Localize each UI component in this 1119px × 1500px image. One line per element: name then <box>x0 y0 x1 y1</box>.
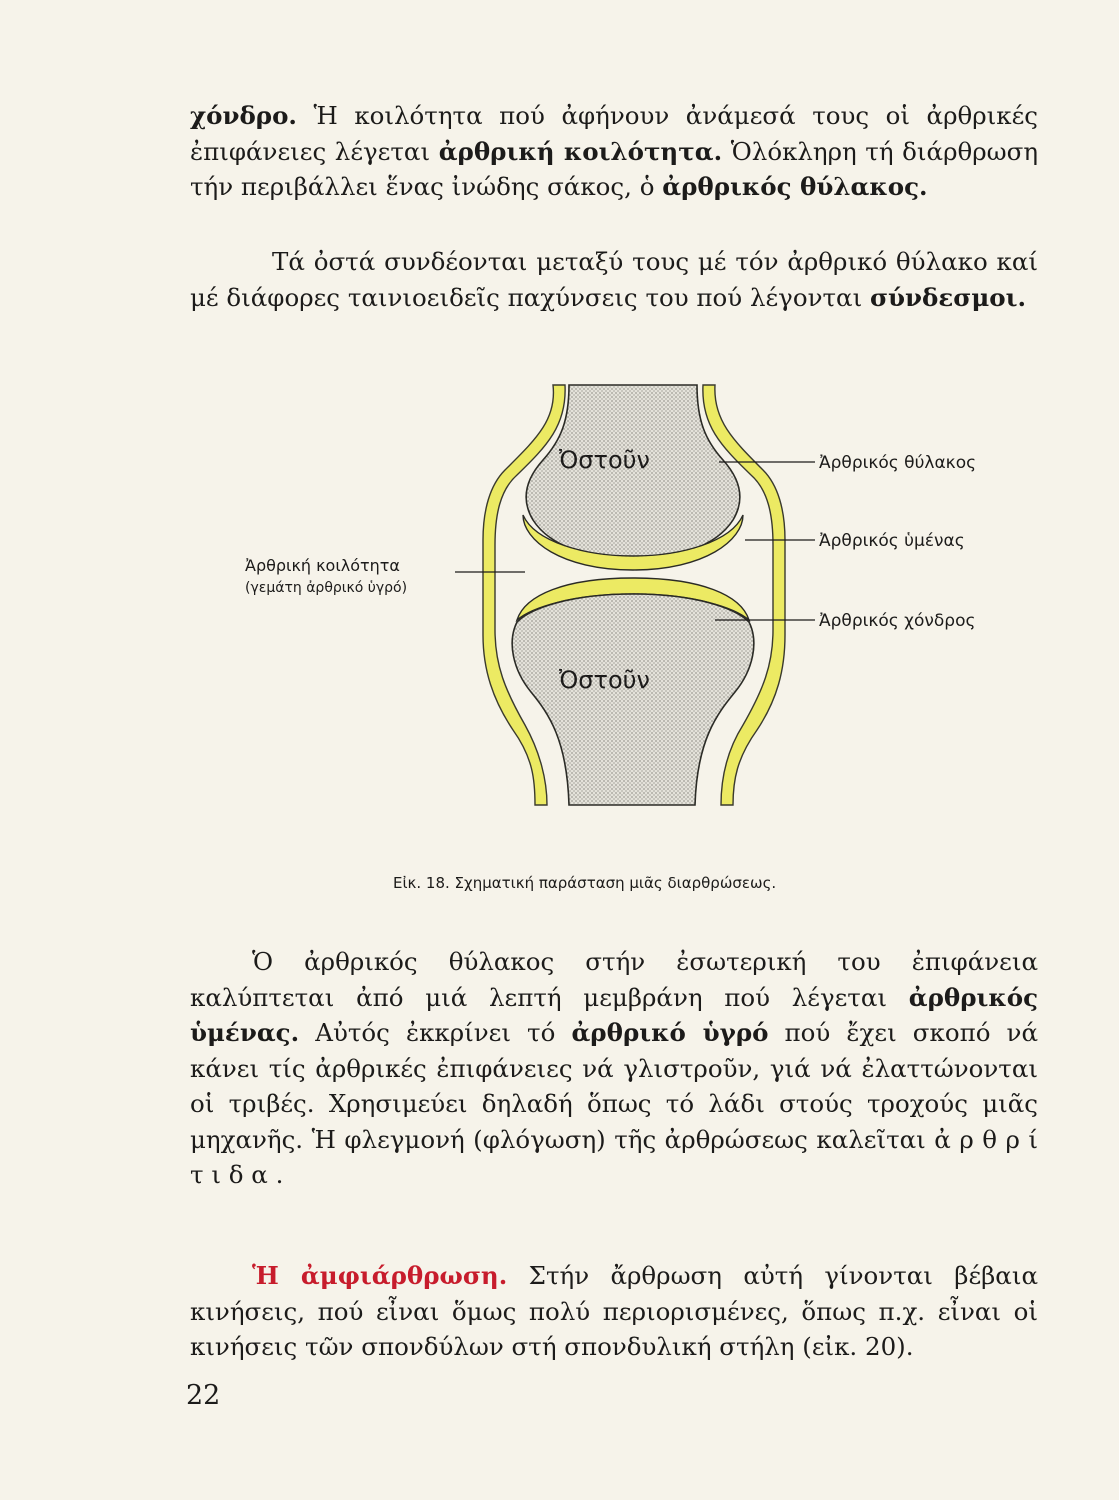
term-arthritis: ἀ ρ θ ρ ί τ ι δ α . <box>190 1124 1038 1189</box>
term-synovial-membrane: ἀρθρικός ὑμένας. <box>190 982 1038 1047</box>
label-articular-cartilage: Ἀρθρικός χόνδρος <box>819 611 976 631</box>
paragraph-2 <box>190 244 1038 315</box>
joint-diagram <box>235 380 1035 820</box>
text-run: πού ἔχει σκοπό νά κάνει τίς ἀρθρικές ἐπιφάνειες νά γλιστροῦν, γιά νά ἐλαττώνονται οἱ τριβές. Χρησιμεύει δηλαδή ὅπως τό λάδι στούς τροχούς μιᾶς μηχανῆς. Ἡ φλεγμονή (φλόγωση) τῆς ἀρθρώσεως καλεῖται <box>190 1018 1038 1154</box>
label-synovial-membrane: Ἀρθρικός ὑμένας <box>819 531 965 551</box>
text-run: Αὐτός ἐκκρίνει τό <box>299 1018 572 1047</box>
text-run: Ὁλόκληρη τή διάρθρωση τήν περιβάλλει ἕνας ἰνώδης σάκος, ὁ <box>190 136 1039 201</box>
text-run: Ὁ ἀρθρικός θύλακος στήν ἐσωτερική του ἐπιφάνεια καλύπτεται ἀπό μιά λεπτή μεμβράνη πού λέγεται <box>190 947 1038 1012</box>
page-number: 22 <box>186 1380 221 1411</box>
bone-bottom <box>512 594 754 805</box>
bone-label-top: Ὀστοῦν <box>559 446 650 474</box>
label-cavity-note: (γεμάτη ἀρθρικό ὑγρό) <box>245 580 408 596</box>
paragraph-4 <box>190 1258 1038 1365</box>
text-run: Στήν ἄρθρωση αὐτή γίνονται βέβαια κινήσεις, πού εἶναι ὅμως πολύ περιορισμένες, ὅπως π.χ. εἶναι οἱ κινήσεις τῶν σπονδύλων στή σπονδυλική στήλη (εἰκ. 20). <box>190 1261 1038 1361</box>
label-articular-cavity: Ἀρθρική κοιλότητα <box>245 556 400 575</box>
paragraph-3 <box>190 944 1038 1193</box>
figure-caption: Εἰκ. 18. Σχηματική παράσταση μιᾶς διαρθρώσεως. <box>393 874 777 892</box>
term-ligaments: σύνδεσμοι. <box>869 282 1026 312</box>
term-articular-cavity: ἀρθρική κοιλότητα. <box>438 136 723 166</box>
term-chondro: χόνδρο. <box>190 101 297 130</box>
text-run: Τά ὀστά συνδέονται μεταξύ τους μέ τόν ἀρθρικό θύλακο καί μέ διάφορες ταινιοειδεῖς παχύνσεις του πού λέγονται <box>190 247 1038 312</box>
label-articular-capsule: Ἀρθρικός θύλακος <box>819 453 977 473</box>
bone-label-bottom: Ὀστοῦν <box>559 666 650 694</box>
section-heading-amphiarthrosis: Ἡ ἀμφιάρθρωση. <box>252 1261 508 1290</box>
term-articular-capsule: ἀρθρικός θύλακος. <box>662 172 928 201</box>
paragraph-1 <box>190 98 1038 205</box>
text-run: Ἡ κοιλότητα πού ἀφήνουν ἀνάμεσά τους οἱ ἀρθρικές ἐπιφάνειες λέγεται <box>190 101 1038 166</box>
term-synovial-fluid: ἀρθρικό ὑγρό <box>571 1018 769 1047</box>
